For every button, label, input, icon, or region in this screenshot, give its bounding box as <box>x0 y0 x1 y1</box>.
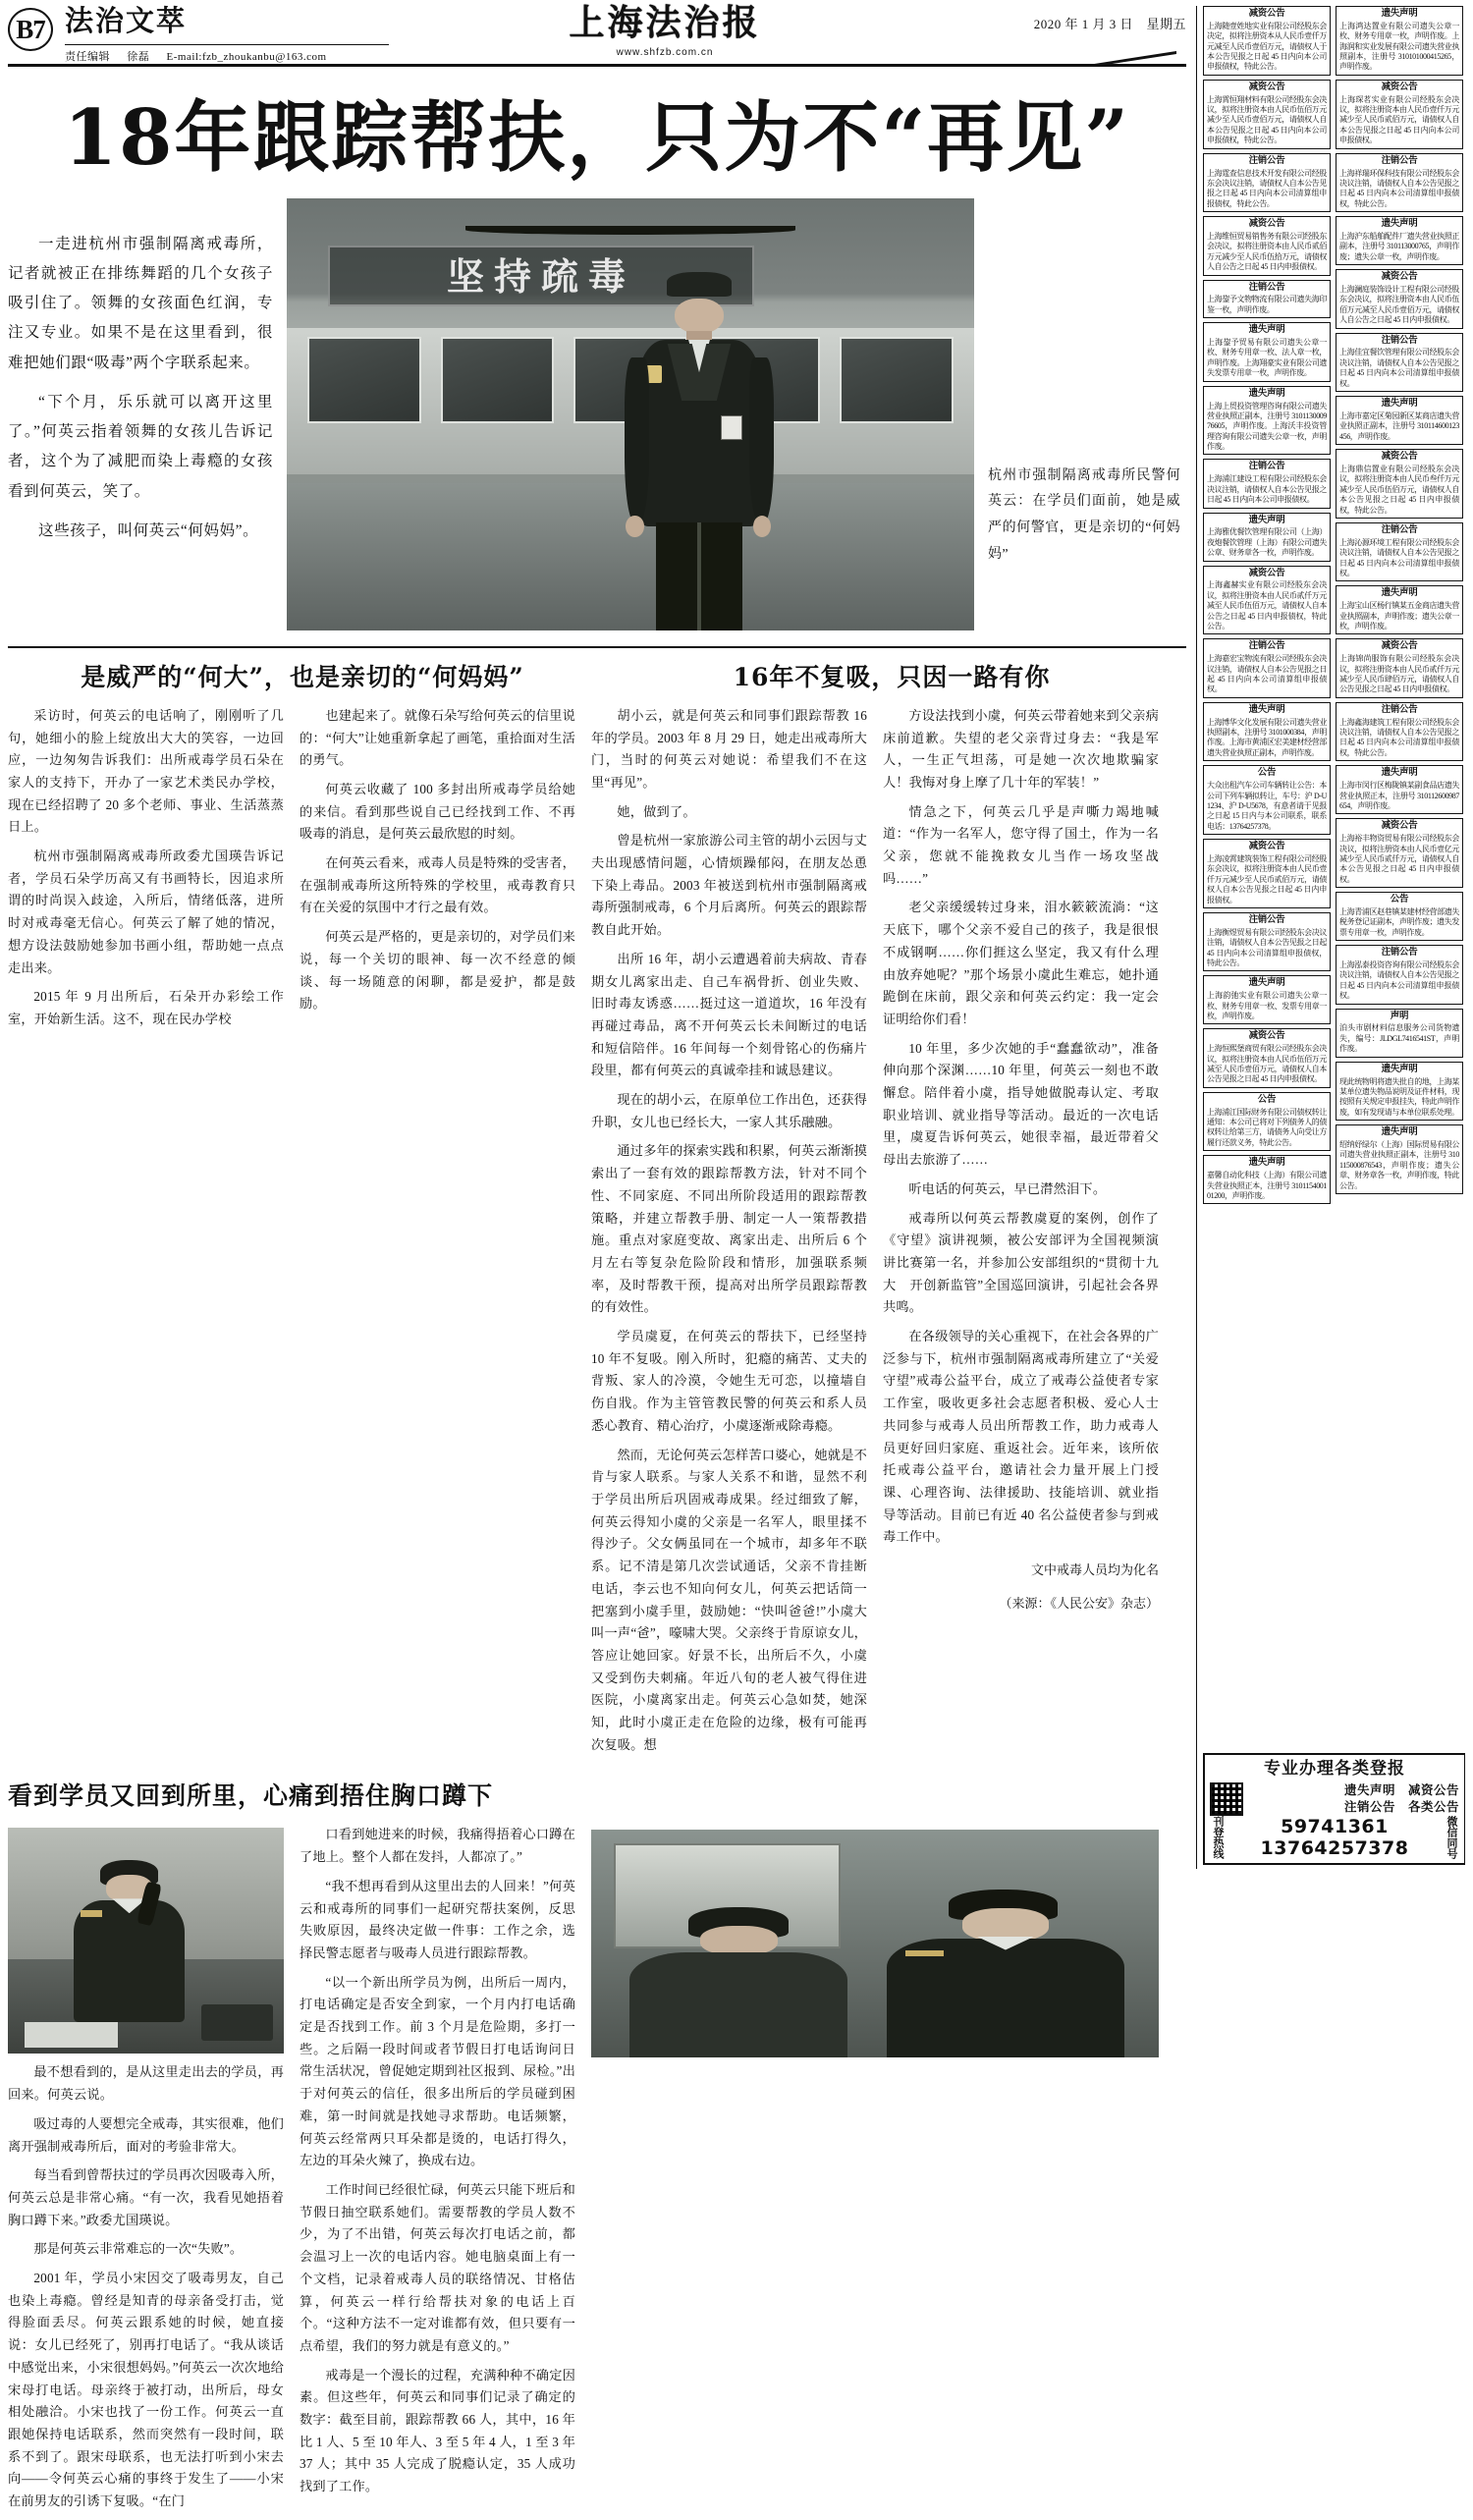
photo-caption: 杭州市强制隔离戒毒所民警何英云：在学员们面前，她是威严的何警官，更是亲切的“何妈妈” <box>988 467 1180 562</box>
classified-ad <box>1336 892 1463 941</box>
paragraph: 曾是杭州一家旅游公司主管的胡小云因与丈夫出现感情问题，心情烦躁郁闷，在朋友怂恿下染上毒品。2003 年被送到杭州市强制隔离戒毒所强制戒毒，6 个月后离所。何英云的跟踪帮教自此开始。 <box>591 833 867 938</box>
classified-ad <box>1203 6 1331 76</box>
paragraph: 何英云是严格的，更是亲切的，对学员们来说，每一个关切的眼神、每一次不经意的倾谈、每一场随意的闲聊，都是爱护，都是鼓励。 <box>300 929 575 1012</box>
paragraph: 听电话的何英云，早已潸然泪下。 <box>908 1180 1107 1196</box>
photo2-documents <box>25 2022 119 2047</box>
ad-body: 绍纳妤绿尔（上海）国际贸易有限公司遗失营业执照正副本，注册号 310115000876543，声明作废；遗失公章、财务章各一枚，声明作废，特此公告。 <box>1339 1139 1459 1190</box>
classified-ad <box>1203 765 1331 835</box>
ad-title: 遗失声明 <box>1381 399 1418 410</box>
classified-ad <box>1336 1062 1463 1121</box>
editor-email: E-mail:fzb_zhoukanbu@163.com <box>166 51 327 64</box>
ad-body: 上海韵弛实业有限公司遗失公章一枚、财务专用章一枚、发票专用章一枚，声明作废。 <box>1207 991 1327 1020</box>
paragraph: 情急之下，何英云几乎是声嘶力竭地喊道：“作为一名军人，您守得了国土，作为一名父亲，您就不能挽救女儿当作一场攻坚战吗……” <box>883 803 1159 886</box>
paragraph: 戒毒是一个漫长的过程，充满种种不确定因素。但这些年，何英云和同事们记录了确定的数字：截至目前，跟踪帮教 66 人，其中，16 年比 1 人、5 至 10 年人、3 至 5 年 4 人，1 至 3 年 37 人；其中 35 人完成了脱瘾认定，35 人成功找到了工作。 <box>300 2367 575 2494</box>
ad-body: 上海上贸投资管理咨询有限公司遗失营业执照正副本，注册号 310113000976605，声明作废。上海沃丰投资管理咨询有限公司遗失公章一枚，声明作废。 <box>1207 401 1327 452</box>
page-number-badge <box>8 8 53 51</box>
ad-body: 上海凌霄建筑装饰工程有限公司经股东会决议，拟将注册资本由人民币壹仟万元减少至人民币贰佰万元，请债权人自本公告见报之日起 45 日内申报债权。 <box>1207 853 1327 904</box>
body-column-4 <box>300 1824 575 2519</box>
ad-item: 遗失声明 <box>1343 1783 1395 1798</box>
ad-body: 上海澜庭装饰设计工程有限公司经股东会决议，拟将注册资本由人民币伍佰万元减至人民币壹佰万元，请债权人自公告之日起 45 日内申报债权。 <box>1339 285 1459 325</box>
ad-title: 遗失声明 <box>1248 704 1285 715</box>
source-attribution: （来源：《人民公安》杂志） <box>999 1595 1159 1611</box>
paragraph: 学员虞夏，在何英云的帮扶下，已经坚持 10 年不复吸。刚入所时，犯瘾的痛苦、丈夫的背叛、家人的冷漠，令她生无可恋，以撞墙自伤自戕。作为主管管教民警的何英云和系人员悉心教育、精心治疗，小虞逐渐戒除毒瘾。 <box>591 1329 867 1433</box>
classified-ad <box>1203 80 1331 149</box>
photo-banner-text: 坚持疏毒 <box>446 254 635 300</box>
classified-ad <box>1203 912 1331 971</box>
photo2-uniform <box>74 1900 186 2022</box>
ad-body: 上海鋆予文物物流有限公司遗失海印鉴一枚，声明作废。 <box>1207 295 1327 314</box>
photo-officer-arm-left <box>625 357 649 522</box>
ad-body: 上海浦江国际财务有限公司债权转让通知：本公司已将对下列债务人的债权转让给第三方，请债务人向受让方履行还款义务，特此公告。 <box>1207 1107 1327 1147</box>
photo3-right-rank-bar <box>905 1950 944 1957</box>
classified-ad <box>1203 153 1331 212</box>
masthead-swoosh-decoration <box>401 51 1176 67</box>
body-column-photo3 <box>591 1824 867 2519</box>
classified-ad <box>1336 818 1463 888</box>
ad-phone-2[interactable]: 13764257378 <box>1260 1837 1409 1859</box>
photo-officer-face <box>675 299 725 335</box>
ad-body: 上海琛茗实业有限公司经股东会决议，拟将注册资本由人民币壹仟万元减少至人民币贰佰万元，请债权人自本公告见报之日起 45 日内向本公司申报债权。 <box>1339 94 1459 145</box>
ad-title: 公告 <box>1257 1094 1277 1105</box>
photo3-left-body <box>629 1952 847 2057</box>
classified-ad <box>1336 333 1463 392</box>
body-columns-band-2 <box>8 1824 1186 2519</box>
ad-title: 注销公告 <box>1248 282 1285 293</box>
lead-paragraph: 这些孩子，叫何英云“何妈妈”。 <box>38 521 259 539</box>
ad-title: 遗失声明 <box>1381 9 1418 19</box>
photo2-person <box>69 1860 191 2023</box>
classified-column-a <box>1203 6 1331 1208</box>
ad-title: 减资公告 <box>1381 821 1418 832</box>
classified-ad <box>1203 638 1331 697</box>
ad-title: 注销公告 <box>1248 641 1285 652</box>
ad-title: 遗失声明 <box>1381 768 1418 779</box>
paragraph: 何英云收藏了 100 多封出所戒毒学员给她的来信。看到那些说自己已经找到工作、不再吸毒的消息，是何英云最欣慰的时刻。 <box>300 781 575 842</box>
paragraph: 胡小云，就是何英云和同事们跟踪帮教 16 年的学员。2003 年 8 月 29 日，她走出戒毒所大门，当时的何英云对她说：希望我们不在这里“再见”。 <box>591 707 867 790</box>
classified-ad <box>1336 1124 1463 1194</box>
ad-body: 上海祥瑞环保科技有限公司经股东会决议注销，请债权人自本公告见报之日起 45 日内向本公司清算组申报债权，特此公告。 <box>1339 168 1459 208</box>
photo-officer-figure <box>610 272 789 630</box>
ad-body: 大众出租汽车公司车辆转让公告：本公司下列车辆拟转让，车号：沪 D-U1234、沪 D-U5678，有意者请于见报之日起 15 日内与本公司联系，联系电话：13764257378。 <box>1207 781 1327 831</box>
paragraph: 采访时，何英云的电话响了，刚刚听了几句，她细小的脸上绽放出大大的笑容，一边回应，一边匆匆告诉我们：出所戒毒学员石朵在家人的支持下，开办了一家艺术类民办学校，现在已经招聘了 20 多个老师、事业、生活蒸蒸日上。 <box>8 707 284 835</box>
classified-ad <box>1203 216 1331 275</box>
ad-body: 上海沁源环境工程有限公司经股东会决议注销，请债权人自本公告见报之日起 45 日内向本公司清算组申报债权。 <box>1339 537 1459 577</box>
paragraph: 然而，无论何英云怎样苦口婆心，她就是不肯与家人联系。与家人关系不和谐，显然不利于学员出所后巩固戒毒成果。经过细致了解，何英云得知小虞的父亲是一名军人，眼里揉不得沙子。父女俩虽同在一个城市，却多年不联系。记不清是第几次尝试通话，父亲不肯挂断电话，李云也不知向何女儿，何英云把话筒一把塞到小虞手里，鼓励她：“快叫爸爸!”小虞大叫一声“爸”，嚎啸大哭。父亲终于肯原谅女儿，答应让她回家。好景不长，出所后不久，小虞又受到伤夫刺痛。年近八旬的老人被气得住进医院，小虞离家出走。何英云心急如焚，她深知，此时小虞正走在危险的边缘，极有可能再次复吸。想 <box>591 1447 867 1752</box>
photo-officer-cap <box>667 272 732 298</box>
ad-wechat-note: 微信同号 <box>1446 1816 1457 1859</box>
ad-title: 减资公告 <box>1248 1031 1285 1042</box>
paragraph: 杭州市强制隔离戒毒所政委尤国瑛告诉记者，学员石朵学历高又有书画特长，因追求所谓的时尚误入歧途，入所后，情绪低落，进所时对戒毒毫无信心。何英云了解了她的情况，想方设法鼓励她参加书画小组，帮助她一点点走出来。 <box>8 849 284 975</box>
paragraph: 最不想看到的，是从这里走出去的学员，再回来。何英云说。 <box>8 2064 284 2103</box>
ad-phone-row <box>1210 1816 1459 1859</box>
classified-ad <box>1203 975 1331 1024</box>
ad-body: 上海泓泰投资咨询有限公司经股东会决议注销，请债权人自本公告见报之日起 45 日内向本公司清算组申报债权。 <box>1339 960 1459 1001</box>
ad-body: 上海浦江建设工程有限公司经股东会决议注销，请债权人自本公告见报之日起 45 日内向本公司申报债权。 <box>1207 474 1327 505</box>
photo2-rank-bar <box>81 1910 102 1917</box>
ad-body: 上海维恒贸易销售务有限公司经股东会决议，拟将注册资本由人民币贰佰万元减少至人民币伍拾万元，请债权人自公告之日起 45 日内申报债权。 <box>1207 231 1327 272</box>
paragraph: 在各级领导的关心重视下，在社会各界的广泛参与下，杭州市强制隔离戒毒所建立了“关爱守望”戒毒公益平台，成立了戒毒公益使者专家工作室，吸收更多社会志愿者积极、爱心人士共同参与戒毒人员出所帮教工作，助力戒毒人员更好回归家庭、重返社会。近年来，该所依托戒毒公益平台，邀请社会力量开展上门授课、心理咨询、法律援助、技能培训、就业指导等活动。目前已有近 40 名公益使者参与到戒毒工作中。 <box>883 1329 1159 1545</box>
body-column-3-with-photo <box>8 1824 284 2519</box>
section-head-right: 16年不复吸，只因一路有你 <box>733 662 1051 691</box>
classified-ad <box>1336 638 1463 697</box>
ad-hotline-label: 刊登热线 <box>1212 1816 1224 1859</box>
classified-ad <box>1336 153 1463 212</box>
ad-body: 上海佳宜餐饮管理有限公司经股东会决议注销，请债权人自本公告见报之日起 45 日内向本公司清算组申报债权。 <box>1339 348 1459 388</box>
classified-ad <box>1336 522 1463 581</box>
ad-body: 上海鼎信置业有限公司经股东会决议，拟将注册资本由人民币叁仟万元减少至人民币伍佰万元，请债权人自本公告见报之日起 45 日内申报债权，特此公告。 <box>1339 464 1459 515</box>
ad-title: 减资公告 <box>1248 219 1285 230</box>
ad-title: 注销公告 <box>1248 155 1285 166</box>
classified-ad <box>1336 6 1463 76</box>
ad-title: 注销公告 <box>1381 948 1418 959</box>
photo3-right-face <box>962 1908 1048 1942</box>
lead-text-column <box>8 198 273 556</box>
ad-title: 注销公告 <box>1381 704 1418 715</box>
classified-ad <box>1336 449 1463 519</box>
body-column-2 <box>300 705 575 1764</box>
ad-title: 注销公告 <box>1248 462 1285 472</box>
photo2-desk-telephone <box>201 2004 273 2041</box>
photo-officer-hand-left <box>626 516 643 537</box>
section-title: 法治文萃 <box>65 4 188 37</box>
ad-body: 上海鑫赫实业有限公司经股东会决议，拟将注册资本由人民币贰仟万元减至人民币伍佰万元，请债权人自本公告之日起 45 日内申报债权，特此公告。 <box>1207 580 1327 630</box>
ad-title: 遗失声明 <box>1381 1064 1418 1074</box>
classified-ad <box>1336 80 1463 149</box>
ad-title: 减资公告 <box>1248 82 1285 92</box>
classified-ad <box>1203 386 1331 456</box>
photo-officer-trouser-crease <box>697 522 701 630</box>
paragraph: “我不想再看到从这里出去的人回来！”何英云和戒毒所的同事们一起研究帮扶案例，反思失败原因，最终决定做一件事：工作之余，选择民警志愿者与吸毒人员进行跟踪帮教。 <box>300 1878 575 1960</box>
paragraph: 2001 年，学员小宋因交了吸毒男友，自己也染上毒瘾。曾经是知青的母亲备受打击，觉得脸面丢尽。何英云跟系她的时候，她直接说：女儿已经死了，别再打电话了。“我从谈话中感觉出来，小宋很想妈妈。”何英云一次次地给宋母打电话。母亲终于被打动，出所后，母女相处融洽。小宋也找了一份工作。何英云一直跟她保持电话联系，然而突然有一段时间，联系不到了。跟宋母联系，也无法打听到小宋去向——令何英云心痛的事终于发生了——小宋在前男友的引诱下复吸。“在门 <box>8 2271 284 2509</box>
editor-role-label: 责任编辑 <box>65 51 110 64</box>
ad-title: 注销公告 <box>1381 524 1418 535</box>
ad-title: 减资公告 <box>1381 452 1418 463</box>
page-headline: 18年跟踪帮扶，只为不“再见” <box>63 93 1131 183</box>
publication-date: 2020 年 1 月 3 日 星期五 <box>1033 17 1186 31</box>
masthead-center <box>389 4 941 58</box>
ad-title: 减资公告 <box>1381 82 1418 92</box>
editor-name: 徐磊 <box>127 51 150 64</box>
photo-officer-arm-right <box>749 357 774 522</box>
ad-body: 上海恒熙堡商贸有限公司经股东会决议，拟将注册资本由人民币伍佰万元减至人民币壹佰万元，请债权人自本公告见报之日起 45 日内申报债权。 <box>1207 1044 1327 1084</box>
page-number: B7 <box>16 14 45 44</box>
paragraph: 方设法找到小虞，何英云带着她来到父亲病床前道歉。失望的老父亲背过身去：“我是军人，一生正气坦荡，可是她一次次地欺骗家人！我悔对身上摩了几十年的军装！” <box>883 707 1159 790</box>
classified-ad <box>1336 216 1463 265</box>
paragraph: 老父亲缓缓转过身来，泪水簌簌流淌：“这天底下，哪个父亲不爱自己的孩子，我是很恨不成钢啊……你们捱这么坚定，我又有什么理由放弃她呢？”那个场景小虞此生难忘，她扑通跪倒在床前，跟父亲和何英云约定：我一定会证明给你们看！ <box>883 900 1159 1026</box>
classified-ad <box>1203 702 1331 761</box>
paragraph: 每当看到曾帮扶过的学员再次因吸毒入所，何英云总是非常心痛。“有一次，我看见她捂着胸口蹲下来。”政委尤国瑛说。 <box>8 2167 284 2227</box>
ad-phone-1[interactable]: 59741361 <box>1281 1816 1389 1837</box>
divider-rule <box>8 646 1186 648</box>
photo-officer-name-tag <box>721 415 742 441</box>
classified-ads-rail <box>1196 6 1465 1869</box>
ad-title: 遗失声明 <box>1381 219 1418 230</box>
ad-title: 减资公告 <box>1248 9 1285 19</box>
ad-item: 减资公告 <box>1407 1783 1459 1798</box>
ad-title: 遗失声明 <box>1248 1158 1285 1169</box>
lead-paragraph: “下个月，乐乐就可以离开这里了。”何英云指着领舞的女孩儿告诉记者，这个为了减肥而染上毒瘾的女孩看到何英云，笑了。 <box>8 393 273 500</box>
source-note: 文中戒毒人员均为化名 <box>1030 1562 1159 1578</box>
classified-ad <box>1336 1009 1463 1058</box>
classified-ad <box>1203 566 1331 635</box>
ad-title: 遗失声明 <box>1381 1127 1418 1138</box>
body-columns-band-1 <box>8 705 1186 1764</box>
newspaper-url: www.shfzb.com.cn <box>616 46 714 58</box>
classified-columns <box>1203 6 1465 1208</box>
ad-title: 遗失声明 <box>1248 515 1285 525</box>
ad-body: 上海裕丰物资贸易有限公司经股东会决议，拟将注册资本由人民币壹亿元减少至人民币贰仟万元，请债权人自本公告见报之日起 45 日内申报债权。 <box>1339 834 1459 884</box>
ad-box[interactable] <box>1203 1753 1465 1865</box>
photo-officer-on-phone <box>8 1828 284 2054</box>
qr-code-icon[interactable] <box>1210 1782 1243 1816</box>
ad-body: 嘉馨自动化科技（上海）有限公司遗失营业执照正本，注册号 310115400101200，声明作废。 <box>1207 1171 1327 1200</box>
masthead-left <box>65 6 389 64</box>
photo-counseling-session <box>591 1830 1159 2057</box>
classified-ad <box>1336 585 1463 634</box>
photo3-person-left <box>626 1907 852 2057</box>
ad-title: 减资公告 <box>1248 842 1285 852</box>
main-photo-wrapper <box>287 198 974 630</box>
ad-body: 泊头市剧材料信息服务公司货物遗失，编号：JLDGL7416541ST，声明作废。 <box>1339 1023 1459 1054</box>
ad-title: 公告 <box>1257 768 1277 779</box>
paragraph: 通过多年的探索实践和积累，何英云渐渐摸索出了一套有效的跟踪帮教方法，针对不同个性、不同家庭、不同出所阶段适用的跟踪帮教策略，并建立帮教手册、制定一人一策帮教措施。重点对家庭变故、离家出走、出所后 6 个月左右等复杂危险阶段和情形，加强联系频率，及时帮教干预，提高对出所学员跟踪帮教的有效性。 <box>591 1143 867 1315</box>
ad-body: 上海青浦区赵巷镇某建材经营部遗失税务登记证副本，声明作废；遗失发票专用章一枚，声明作废。 <box>1339 907 1459 937</box>
paragraph: 戒毒所以何英云帮教虞夏的案例，创作了《守望》演讲视频，被公安部评为全国视频演讲比赛第一名，并参加公安部组织的“贯彻十九大 开创新监管”全国巡回演讲，引起社会各界共鸣。 <box>883 1210 1159 1315</box>
ad-title: 减资公告 <box>1381 641 1418 652</box>
classified-ad <box>1203 513 1331 562</box>
photo3-left-face <box>700 1926 778 1956</box>
ad-body: 上海市嘉定区菊园新区某商店遗失营业执照正副本，注册号 310114600123456，声明作废。 <box>1339 411 1459 441</box>
lead-photo-block <box>8 198 1186 630</box>
section-heads-row <box>8 658 1186 693</box>
ad-title: 遗失声明 <box>1381 588 1418 599</box>
ad-body: 上海霄恒翔材料有限公司经股东会决议，拟将注册资本由人民币伍佰万元减少至人民币壹佰万元，请债权人自本公告见报之日起 45 日内向本公司申报债权，特此公告。 <box>1207 94 1327 145</box>
classified-ad <box>1203 1028 1331 1087</box>
ad-item: 注销公告 <box>1343 1800 1395 1814</box>
ad-body: 上海霆查信息技术开发有限公司经股东会决议注销，请债权人自本公告见报之日起 45 日内向本公司清算组申报债权，特此公告。 <box>1207 168 1327 208</box>
ad-title: 声明 <box>1390 1011 1409 1021</box>
classified-ad <box>1203 839 1331 908</box>
paragraph: 吸过毒的人要想完全戒毒，其实很难，他们离开强制戒毒所后，面对的考验非常大。 <box>8 2115 284 2154</box>
ad-body: 上海随壹姓地实业有限公司经股东会决定，拟将注册资本从人民币壹仟万元减至人民币壹佰万元，请债权人于本公告见报之日起 45 日内向本公司申报债权，特此公告。 <box>1207 21 1327 72</box>
paragraph: 口看到她进来的时候，我痛得捂着心口蹲在了地上。整个人都在发抖，人都凉了。” <box>300 1827 575 1865</box>
ad-title: 公告 <box>1390 895 1409 905</box>
ad-body: 上海鋆予贸易有限公司遗失公章一枚、财务专用章一枚、法人章一枚，声明作废。上海翔豪实业有限公司遗失发票专用章一枚，声明作废。 <box>1207 338 1327 378</box>
ad-body: 上海雅优餐饮管理有限公司（上海）夜炮餐饮管理（上海）有限公司遗失公章、财务章各一枚，声明作废。 <box>1207 527 1327 558</box>
photo-officer-hand-right <box>753 516 771 537</box>
ad-body: 上海宝山区杨行镇某五金商店遗失营业执照副本，声明作废；遗失公章一枚，声明作废。 <box>1339 601 1459 630</box>
newspaper-title: 上海法治报 <box>569 2 761 43</box>
classified-ad <box>1203 322 1331 381</box>
paragraph: 她，做到了。 <box>617 803 696 819</box>
body-column-1 <box>8 705 284 1764</box>
ad-body: 上海嘉宏宝物流有限公司经股东会决议注销，请债权人自本公告见报之日起 45 日内向本公司清算组申报债权。 <box>1207 654 1327 694</box>
classified-ad <box>1336 702 1463 761</box>
paragraph: 2015 年 9 月出所后，石朵开办彩绘工作室，开始新生活。这不，现在民办学校 <box>8 989 284 1026</box>
ad-title: 减资公告 <box>1381 272 1418 283</box>
registration-ad <box>1197 1753 1465 1869</box>
classified-ad <box>1336 396 1463 445</box>
body-column-6 <box>883 705 1159 1764</box>
ad-service-list <box>1344 1782 1459 1816</box>
paragraph: 工作时间已经很忙碌，何英云只能下班后和节假日抽空联系她们。需要帮教的学员人数不少，为了不出错，何英云每次打电话之前，都会温习上一次的电话内容。她电脑桌面上有一个文档，记录着戒毒人员的联络情况、甘格估算，何英云一样行给帮扶对象的电话上百个。“这种方法不一定对谁都有效，但只要有一点希望，我们的努力就是有意义的。” <box>300 2181 575 2353</box>
classified-ad <box>1203 1092 1331 1151</box>
classified-ad <box>1336 945 1463 1004</box>
ad-body: 上海博华文化发展有限公司遗失营业执照副本，注册号 3101000384，声明作废。上海市黄浦区宏美建材经营部遗失营业执照正副本，声明作废。 <box>1207 717 1327 757</box>
ad-body: 上海沪东船舶配件厂遗失营业执照正副本，注册号 310113000765，声明作废；遗失公章一枚，声明作废。 <box>1339 231 1459 261</box>
ad-subrow <box>1210 1782 1459 1816</box>
paragraph: 10 年里，多少次她的手“蠢蠢欲动”，准备伸向那个深渊……10 年里，何英云一刻也不敢懈怠。陪伴着小虞，指导她做脱毒认定、考取职业培训、就业指导等活动。最近的一次电话里，虞夏告诉何英云，她很幸福，最近带着父母出去旅游了…… <box>883 1040 1159 1168</box>
classified-ad <box>1336 765 1463 814</box>
masthead <box>8 2 1186 67</box>
paragraph: 那是何英云非常难忘的一次“失败”。 <box>33 2241 244 2257</box>
ad-body: 上海衡煜贸易有限公司经股东会决议注销，请债权人自本公告见报之日起 45 日内向本公司清算组申报债权，特此公告。 <box>1207 927 1327 967</box>
photo-officer-in-uniform <box>287 198 974 630</box>
ad-title: 减资公告 <box>1248 568 1285 578</box>
paragraph: 在何英云看来，戒毒人员是特殊的受害者，在强制戒毒所这所特殊的学校里，戒毒教育只有在关爱的氛围中才行之最有效。 <box>300 855 575 915</box>
ad-title: 注销公告 <box>1381 335 1418 346</box>
classified-ad <box>1203 1155 1331 1204</box>
classified-ad <box>1336 269 1463 328</box>
paragraph: “以一个新出所学员为例，出所后一周内，打电话确定是否安全到家，一个月内打电话确定是否找到工作。前 3 个月是危险期，多打一些。之后隔一段时间或者节假日打电话询问日常生活状况，曾促她定期到社区报到、尿检。”出于对何英云的信任，很多出所后的学员碰到困难，第一时间就是找她寻求帮助。电话频繁，何英云经常两只耳朵都是烫的，电话打得久，左边的耳朵火辣了，换成右边。 <box>300 1974 575 2168</box>
ad-headline: 专业办理各类登报 <box>1264 1758 1405 1779</box>
ad-item: 各类公告 <box>1407 1800 1459 1814</box>
ad-body: 上海鸿达置业有限公司遗失公章一枚、财务专用章一枚，声明作废。上海润和实业发展有限公司遗失营业执照副本，注册号 310101000415265，声明作废。 <box>1339 21 1459 72</box>
ad-body: 上海锦尚服饰有限公司经股东会决议，拟将注册资本由人民币贰仟万元减少至人民币肆佰万元，请债权人自公告见报之日起 45 日内申报债权。 <box>1339 654 1459 694</box>
ad-title: 遗失声明 <box>1248 325 1285 336</box>
ad-body: 上海鑫海建筑工程有限公司经股东会决议注销，请债权人自本公告见报之日起 45 日内向本公司清算组申报债权，特此公告。 <box>1339 717 1459 757</box>
section-head-left: 是威严的“何大”，也是亲切的“何妈妈” <box>81 662 524 691</box>
paragraph: 出所 16 年，胡小云遭遇着前夫病故、青春期女儿离家出走、自己车祸骨折、创业失败、旧时毒友诱惑……挺过这一道道坎，16 年没有再碰过毒品，离不开何英云长未间断过的电话和短信陪伴。16 年间每一个刻骨铭心的伤痛片段里，都有何英云的真诚牵挂和诚恳建议。 <box>591 951 867 1078</box>
section-head-middle: 看到学员又回到所里，心痛到捂住胸口蹲下 <box>8 1781 494 1811</box>
ad-body: 现此统物明将遗失批自的地，上海某某单位遗失物品说明及证件材料，现按照有关规定申报挂失，特此声明作废，如有发现请与本单位联系处理。 <box>1339 1076 1459 1117</box>
paragraph: 也建起来了。就像石朵写给何英云的信里说的：“何大”让她重新拿起了画笔，重拾面对生活的勇气。 <box>300 707 575 768</box>
ad-body: 上海市闵行区梅陇镇某副食品店遗失营业执照正本，注册号 310112600987654，声明作废。 <box>1339 781 1459 810</box>
paragraph: 现在的胡小云，在原单位工作出色，还获得升职，女儿也已经长大，一家人其乐融融。 <box>591 1092 867 1129</box>
ad-title: 注销公告 <box>1248 914 1285 925</box>
ad-title: 遗失声明 <box>1248 388 1285 399</box>
body-column-5 <box>591 705 867 1764</box>
ad-title: 注销公告 <box>1381 155 1418 166</box>
classified-column-b <box>1336 6 1463 1208</box>
editor-info <box>65 44 389 64</box>
classified-ad <box>1203 280 1331 319</box>
photo3-person-right-officer <box>887 1890 1125 2058</box>
ad-title: 遗失声明 <box>1248 978 1285 989</box>
lead-paragraph: 一走进杭州市强制隔离戒毒所，记者就被正在排练舞蹈的几个女孩子吸引住了。领舞的女孩面色红润，专注又专业。如果不是在这里看到，很难把她们跟“吸毒”两个字联系起来。 <box>8 235 273 371</box>
classified-ad <box>1203 459 1331 508</box>
